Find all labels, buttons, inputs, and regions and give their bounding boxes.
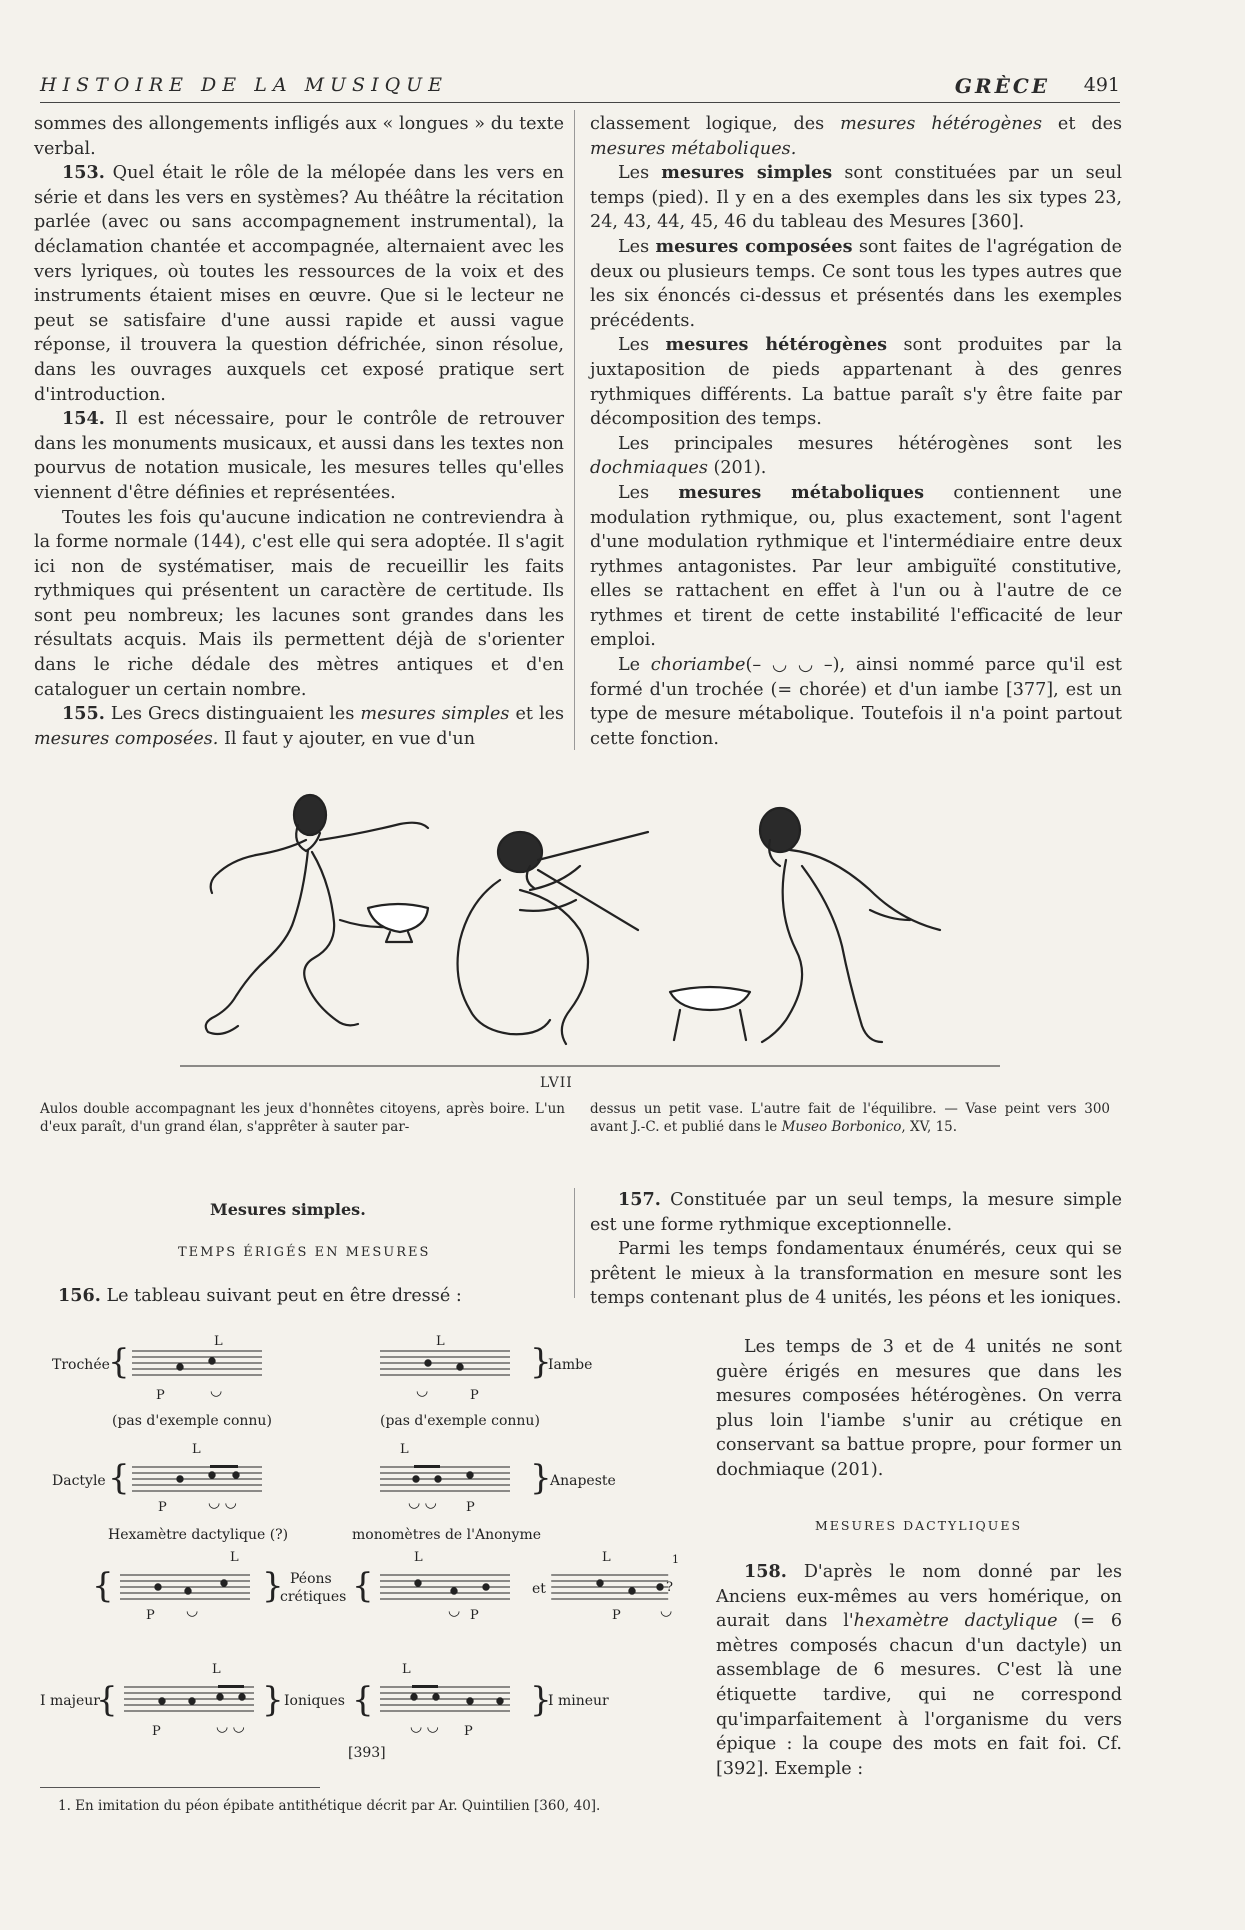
beam — [412, 1685, 438, 1688]
text: Les — [618, 482, 650, 503]
text: Les — [618, 236, 650, 257]
mark-L: L — [214, 1334, 223, 1349]
text: Les — [618, 335, 650, 356]
text: classement logique, des — [590, 114, 825, 134]
note — [209, 1358, 215, 1364]
footnote: 1. En imitation du péon épibate antithétique décrit par Ar. Quintilien [360, 40]. — [58, 1798, 601, 1814]
text: (201). — [713, 458, 767, 479]
staff-anapeste — [380, 1467, 510, 1491]
right-column-lower — [590, 1188, 1122, 1311]
brace: { — [352, 1680, 374, 1720]
brace: } — [530, 1680, 552, 1720]
paragraph — [590, 432, 1122, 481]
mark-L: L — [414, 1550, 423, 1565]
italic-term: mesures composées. — [34, 728, 219, 749]
note — [177, 1364, 183, 1370]
label-anapeste: Anapeste — [550, 1473, 616, 1489]
short-mark: ◡ — [448, 1603, 461, 1619]
subsection-title: MESURES DACTYLIQUES — [815, 1518, 1023, 1533]
staff-ionic-minor — [380, 1687, 510, 1711]
rhythm-notation-table — [40, 1325, 680, 1775]
mark-L: L — [436, 1334, 445, 1349]
label-ioniques: Ioniques — [284, 1693, 345, 1709]
footnote-rule — [40, 1787, 320, 1788]
brace: { — [92, 1566, 114, 1606]
text: et des — [1057, 114, 1123, 134]
label-monometres: monomètres de l'Anonyme — [352, 1527, 542, 1543]
text: Les — [618, 163, 650, 184]
note — [425, 1360, 431, 1366]
header-left-title: HISTOIRE DE LA MUSIQUE — [40, 74, 449, 96]
bold-term: mesures hétérogènes — [665, 334, 888, 356]
brace: { — [108, 1458, 130, 1498]
italic-term: mesures hétérogènes — [840, 114, 1042, 134]
text: Les principales mesures hétérogènes sont les — [618, 433, 1122, 454]
label-i-majeur: I majeur — [40, 1693, 100, 1709]
short-mark: ◡ — [660, 1603, 673, 1619]
figure-caption-left — [40, 1100, 565, 1136]
right-column — [590, 112, 1122, 751]
paragraph-number: 155. — [62, 703, 105, 725]
label-cretiques: crétiques — [280, 1589, 347, 1605]
text: sommes des allongements infligés aux « longues » du texte verbal. — [34, 114, 564, 159]
reference: [393] — [348, 1745, 386, 1761]
paragraph — [716, 1335, 1122, 1483]
column-divider — [574, 1188, 575, 1298]
paragraph — [34, 112, 564, 161]
text: Le tableau suivant peut en être dressé : — [106, 1286, 462, 1306]
italic-term: choriambe — [650, 655, 746, 676]
text: contiennent une modulation rythmique, ou, plus exactement, sont l'agent d'une modulation rythmique et l'intermédiaire entre deux rythmes antagonistes. Par leur ambiguïté constitutive, elles se rattachent en effet à l'un ou à l'autre de ce rythmes et tirent de cette instabilité l'efficacité de leur emploi. — [590, 482, 1123, 651]
label-et: et — [532, 1581, 546, 1597]
mark-P: P — [152, 1724, 161, 1739]
figure-label: LVII — [540, 1075, 573, 1091]
text: sont constituées par un seul temps (pied). Il y en a des exemples dans les six types 23, 24, 43, 44, 45, 46 du tableau des Mesures [360]. — [590, 163, 1123, 233]
paragraph — [590, 481, 1122, 653]
paragraph-number: 156. — [58, 1285, 101, 1306]
paragraph — [590, 112, 1122, 161]
text: sont produites par la juxtaposition de pieds appartenant à des genres rythmiques différents. La battue paraît s'y être faite par décomposition des temps. — [590, 335, 1123, 430]
bold-term: mesures composées — [655, 235, 853, 257]
brace: { — [96, 1680, 118, 1720]
footnote-mark: 1 — [672, 1553, 679, 1566]
vase-painting-illustration — [180, 770, 1000, 1070]
brace: { — [352, 1566, 374, 1606]
right-column-narrow — [716, 1335, 1122, 1483]
mark-P: P — [146, 1608, 155, 1623]
paragraph-157 — [590, 1188, 1122, 1237]
short-mark: ◡ ◡ — [208, 1495, 237, 1511]
small-vase — [368, 904, 428, 942]
question-mark: ? — [666, 1580, 673, 1595]
caption-text: Aulos double accompagnant les jeux d'honnêtes citoyens, après boire. L'un d'eux paraît, d'un grand élan, s'apprêter à sauter par- — [40, 1101, 565, 1135]
label-no-example: (pas d'exemple connu) — [380, 1413, 540, 1429]
staff-trochee — [132, 1351, 262, 1375]
caption-text: , XV, 15. — [901, 1119, 958, 1135]
short-mark: ◡ ◡ — [408, 1495, 437, 1511]
paragraph-number: 157. — [618, 1189, 661, 1210]
text: (– ◡ ◡ –), ainsi nommé parce qu'il est formé d'un trochée (= chorée) et d'un iambe [377], est un type de mesure métabolique. Toutefois il n'a point partout cette fonction. — [590, 655, 1122, 749]
staff-peon-3 — [551, 1575, 668, 1599]
brace: } — [262, 1566, 284, 1606]
brace: } — [530, 1458, 552, 1498]
paragraph-156 — [58, 1285, 462, 1306]
bold-term: mesures métaboliques — [678, 481, 925, 503]
text: Constituée par un seul temps, la mesure simple est une forme rythmique exceptionnelle. — [590, 1190, 1122, 1235]
text: et les — [515, 704, 565, 725]
mark-P: P — [470, 1388, 479, 1403]
text: Il est nécessaire, pour le contrôle de retrouver dans les monuments musicaux, et aussi dans les textes non pourvus de notation musicale, les mesures telles qu'elles viennent d'être définies et représentées. — [34, 409, 565, 503]
section-subtitle: TEMPS ÉRIGÉS EN MESURES — [178, 1245, 431, 1260]
beam — [210, 1465, 238, 1468]
staff-peon-1 — [120, 1575, 250, 1599]
text: Toutes les fois qu'aucune indication ne contreviendra à la forme normale (144), c'est elle qui sera adoptée. Il s'agit ici non de systématiser, mais de recueillir les faits rythmiques qui présentent un caractère de certitude. Ils sont peu nombreux; les lacunes sont grandes dans les résultats acquis. Mais ils permettent déjà de s'orienter dans le riche dédale des mètres antiques et d'en cataloguer un certain nombre. — [34, 507, 564, 700]
mark-P: P — [612, 1608, 621, 1623]
paragraph — [590, 161, 1122, 235]
mark-P: P — [158, 1500, 167, 1515]
column-divider — [574, 110, 575, 750]
italic-term: hexamètre dactylique — [853, 1611, 1058, 1632]
paragraph — [34, 506, 564, 703]
paragraph-154 — [34, 407, 564, 505]
mark-L: L — [212, 1662, 221, 1677]
paragraph-number: 158. — [744, 1561, 787, 1582]
staff-iambe — [380, 1351, 510, 1375]
label-trochee: Trochée — [52, 1357, 110, 1373]
italic-term: mesures métaboliques. — [590, 138, 797, 159]
italic-term: Museo Borbonico — [781, 1119, 902, 1135]
text: Quel était le rôle de la mélopée dans les vers en série et dans les vers en systèmes? Au théâtre la récitation parlée (avec ou sans accompagnement instrumental), la déclamation chantée et accompagnée, alternaient avec les vers lyriques, où toutes les ressources de la voix et des instruments étaient mises en œuvre. Que si le lecteur ne peut se satisfaire d'une aussi rapide et aussi vague réponse, il trouvera la question défrichée, sinon résolue, dans les ouvrages auxquels cet exposé pratique sert d'introduction. — [34, 163, 565, 405]
paragraph-number: 154. — [62, 408, 105, 430]
text: D'après le nom donné par les Anciens eux-mêmes au vers homérique, on aurait dans l' — [716, 1562, 1123, 1632]
text: sont faites de l'agrégation de deux ou plusieurs temps. Ce sont tous les types autres que les six énoncés ci-dessus et présentés dans les exemples précédents. — [590, 236, 1123, 331]
bold-term: mesures simples — [661, 162, 833, 184]
mark-P: P — [466, 1500, 475, 1515]
section-title: Mesures simples. — [210, 1200, 366, 1219]
label-i-mineur: I mineur — [548, 1693, 609, 1709]
brace: } — [530, 1342, 552, 1382]
balancing-figure — [760, 808, 940, 1042]
paragraph — [590, 1237, 1122, 1311]
text: Les temps de 3 et de 4 unités ne sont guère érigés en mesures que dans les mesures composées hétérogènes. On verra plus loin l'iambe s'unir au crétique en conservant sa battue propre, pour former un dochmiaque (201). — [716, 1337, 1122, 1480]
mark-L: L — [192, 1442, 201, 1457]
paragraph — [590, 235, 1122, 333]
figure-caption-right — [590, 1100, 1110, 1136]
label-dactyle: Dactyle — [52, 1473, 106, 1489]
label-hexametre: Hexamètre dactylique (?) — [108, 1527, 289, 1543]
beam — [414, 1465, 440, 1468]
paragraph-158 — [716, 1560, 1122, 1781]
mark-L: L — [602, 1550, 611, 1565]
label-no-example: (pas d'exemple connu) — [112, 1413, 272, 1429]
mark-L: L — [402, 1662, 411, 1677]
paragraph-153 — [34, 161, 564, 407]
beam — [218, 1685, 244, 1688]
paragraph — [590, 653, 1122, 751]
note — [457, 1364, 463, 1370]
label-iambe: Iambe — [548, 1357, 593, 1373]
brace: { — [108, 1342, 130, 1382]
header-rule — [40, 102, 1120, 103]
italic-term: mesures simples — [360, 704, 510, 725]
short-mark: ◡ ◡ — [216, 1719, 245, 1735]
short-mark: ◡ — [186, 1603, 199, 1619]
italic-term: dochmiaques — [590, 458, 708, 479]
text: (= 6 mètres composés chacun d'un dactyle) un assemblage de 6 mesures. C'est là une étiquette tardive, qui ne correspond qu'imparfaitement à l'organisme du vers épique : la coupe des mots en fait foi. Cf. [392]. Exemple : — [716, 1611, 1123, 1779]
right-column-narrow-2 — [716, 1560, 1122, 1781]
short-mark: ◡ — [416, 1383, 429, 1399]
mark-P: P — [156, 1388, 165, 1403]
header-right-title: GRÈCE — [954, 74, 1050, 98]
paragraph-number: 153. — [62, 162, 105, 184]
text: Les Grecs distinguaient les — [110, 704, 355, 725]
caption-text: dessus un petit vase. L'autre fait de l'équilibre. — Vase peint vers 300 avant J.-C. et publié dans le — [590, 1101, 1110, 1135]
mark-L: L — [400, 1442, 409, 1457]
mark-P: P — [470, 1608, 479, 1623]
text: Il faut y ajouter, en vue d'un — [223, 728, 476, 749]
mark-L: L — [230, 1550, 239, 1565]
aulos-player-figure — [458, 832, 648, 1044]
left-column — [34, 112, 564, 751]
staff-peon-2 — [380, 1575, 510, 1599]
page-number: 491 — [1083, 74, 1120, 96]
staff-dactyle — [132, 1467, 262, 1491]
text: Le — [618, 655, 641, 676]
short-mark: ◡ ◡ — [410, 1719, 439, 1735]
paragraph-155 — [34, 702, 564, 751]
small-stool — [670, 987, 750, 1040]
short-mark: ◡ — [210, 1383, 223, 1399]
label-peons: Péons — [290, 1571, 332, 1587]
text: Parmi les temps fondamentaux énumérés, ceux qui se prêtent le mieux à la transformation en mesure sont les temps contenant plus de 4 unités, les péons et les ioniques. — [590, 1239, 1122, 1309]
brace: } — [262, 1680, 284, 1720]
paragraph — [590, 333, 1122, 431]
mark-P: P — [464, 1724, 473, 1739]
running-header — [40, 74, 1120, 104]
